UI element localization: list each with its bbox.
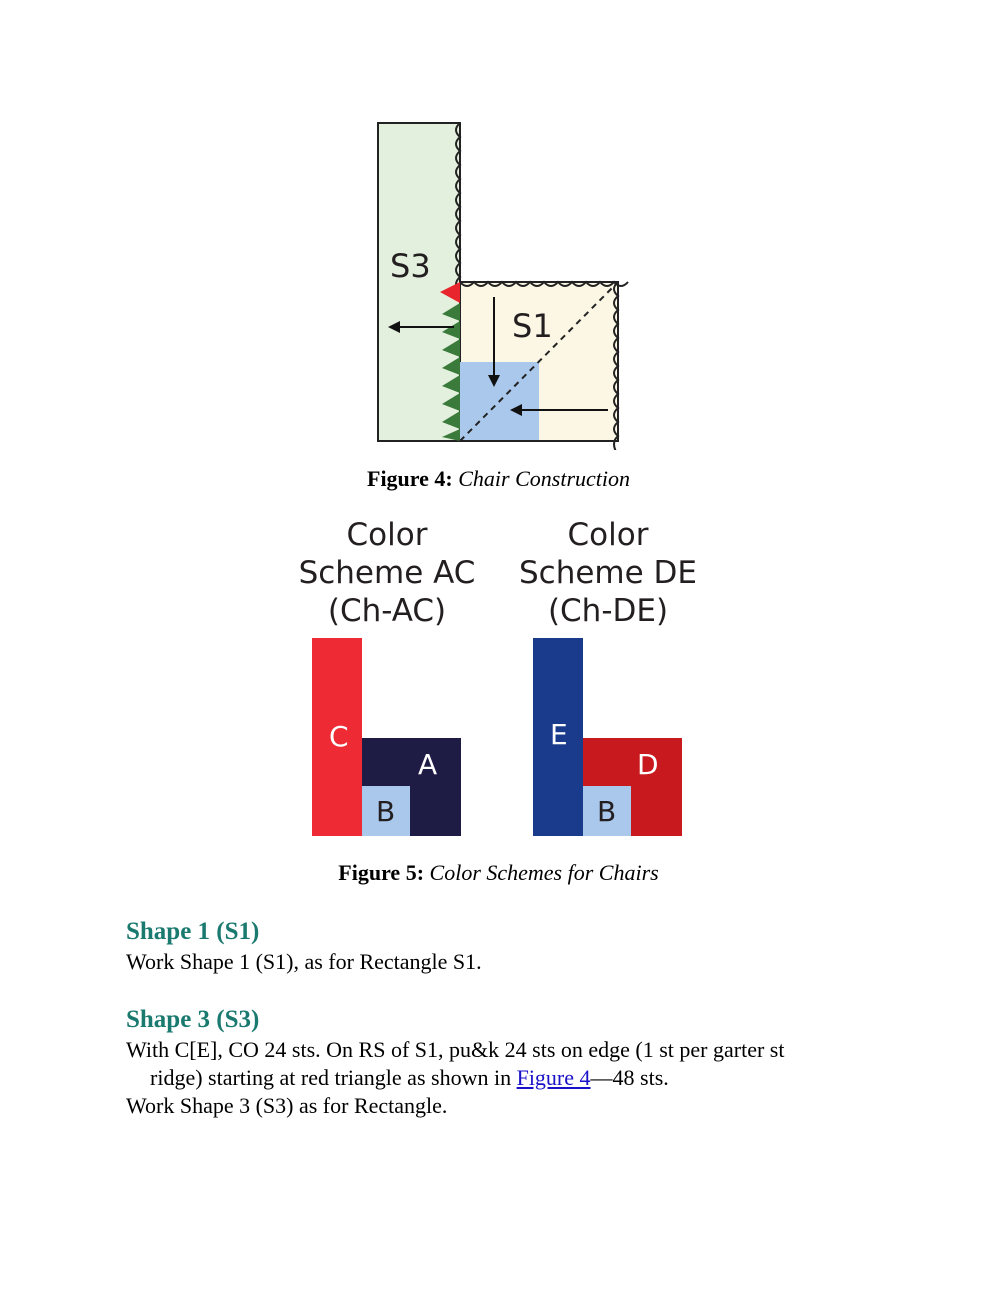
scheme-de-title-line: Color bbox=[567, 517, 649, 553]
scheme-de-small-label: B bbox=[597, 795, 617, 828]
scheme-ac-title-line: Scheme AC bbox=[298, 555, 476, 591]
figure-4-link[interactable]: Figure 4 bbox=[516, 1065, 591, 1090]
scheme-de-title bbox=[488, 516, 728, 630]
scheme-de-title-line: (Ch-DE) bbox=[547, 593, 669, 629]
scheme-de-swatch bbox=[533, 638, 683, 838]
figure-5-caption bbox=[0, 860, 997, 886]
scheme-ac-top-label: A bbox=[418, 748, 438, 781]
figure-4-caption bbox=[0, 466, 997, 492]
shape-1-body: Work Shape 1 (S1), as for Rectangle S1. bbox=[126, 949, 482, 974]
scheme-ac-tall-label: C bbox=[329, 720, 349, 753]
scheme-ac-small-label: B bbox=[376, 795, 396, 828]
shape-3-line-2 bbox=[126, 1064, 906, 1092]
shape-3-line-2-after: —48 sts. bbox=[590, 1065, 669, 1090]
label-s3: S3 bbox=[390, 247, 431, 285]
figure-4-diagram bbox=[370, 115, 630, 450]
figure-4-caption-text: Chair Construction bbox=[458, 466, 630, 491]
scheme-ac-title bbox=[267, 516, 507, 630]
shape-3-line-2-before: ridge) starting at red triangle as shown in bbox=[150, 1065, 517, 1090]
figure-5-caption-label: Figure 5: bbox=[338, 860, 425, 885]
scheme-de-title-line: Scheme DE bbox=[518, 555, 698, 591]
shape-3-paragraph bbox=[126, 1036, 906, 1120]
figure-5-caption-text: Color Schemes for Chairs bbox=[429, 860, 659, 885]
shape-3-line-3: Work Shape 3 (S3) as for Rectangle. bbox=[126, 1093, 448, 1118]
scheme-ac-title-line: (Ch-AC) bbox=[327, 593, 447, 629]
scheme-de-top-label: D bbox=[637, 748, 659, 781]
scheme-de-tall-label: E bbox=[550, 718, 568, 751]
scheme-ac-swatch bbox=[312, 638, 462, 838]
shape-1-heading: Shape 1 (S1) bbox=[126, 918, 260, 945]
shape-3-line-1: With C[E], CO 24 sts. On RS of S1, pu&k 24 sts on edge (1 st per garter st bbox=[126, 1037, 785, 1062]
scheme-ac-title-line: Color bbox=[346, 517, 428, 553]
label-s1: S1 bbox=[512, 307, 553, 345]
figure-4-caption-label: Figure 4: bbox=[367, 466, 453, 491]
shape-3-heading: Shape 3 (S3) bbox=[126, 1006, 260, 1033]
